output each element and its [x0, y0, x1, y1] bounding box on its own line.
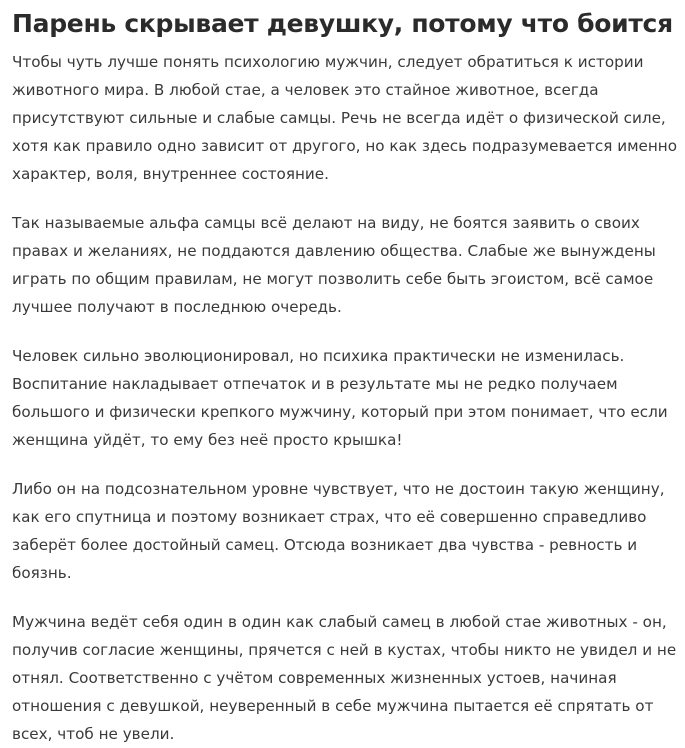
article-title: Парень скрывает девушку, потому что боится	[12, 9, 673, 38]
paragraph: Мужчина ведёт себя один в один как слабый самец в любой стае животных - он, получив согласие женщины, прячется с ней в кустах, чтобы никто не увидел и не отнял. Соответственно с учётом современных жизненных устоев, начиная отношения с девушкой, неуверенный в себе мужчина пытается её спрятать от всех, чтоб не увели.	[12, 613, 677, 743]
paragraph: Так называемые альфа самцы всё делают на виду, не боятся заявить о своих правах и желаниях, не поддаются давлению общества. Слабые же вынуждены играть по общим правилам, не могут позволить себе быть эгоистом, всё самое лучшее получают в последнюю очередь.	[12, 214, 656, 316]
paragraph: Человек сильно эволюционировал, но психика практически не изменилась. Воспитание накладывает отпечаток и в результате мы не редко получаем большого и физически крепкого мужчину, который при этом понимает, что если женщина уйдёт, то ему без неё просто крышка!	[12, 347, 668, 449]
paragraph: Либо он на подсознательном уровне чувствует, что не достоин такую женщину, как его спутница и поэтому возникает страх, что её совершенно справедливо заберёт более достойный самец. Отсюда возникает два чувства - ревность и боязнь.	[12, 480, 665, 582]
article	[12, 6, 678, 748]
paragraph: Чтобы чуть лучше понять психологию мужчин, следует обратиться к истории животного мира. В любой стае, а человек это стайное животное, всегда присутствуют сильные и слабые самцы. Речь не всегда идёт о физической силе, хотя как правило одно зависит от другого, но как здесь подразумевается именно характер, воля, внутреннее состояние.	[12, 53, 678, 183]
